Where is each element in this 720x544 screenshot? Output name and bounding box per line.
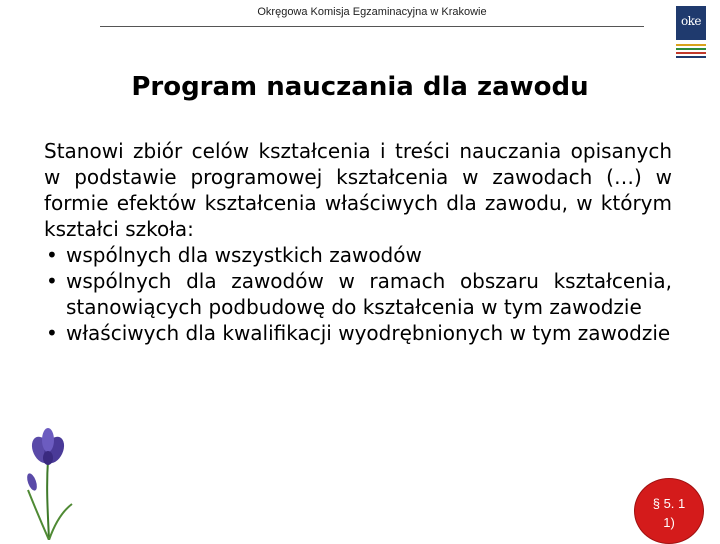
bullet-item: • wspólnych dla wszystkich zawodów [44,242,672,268]
header-institution: Okręgowa Komisja Egzaminacyjna w Krakowie [257,6,487,18]
bullet-item: • wspólnych dla zawodów w ramach obszaru kształcenia, stanowiących podbudowę do kształcenia w tym zawodzie [44,268,672,320]
slide-body [44,138,672,346]
badge-line-2: 1) [663,515,675,530]
paragraph-reference-badge [634,478,704,544]
slide-title: Program nauczania dla zawodu [131,72,589,102]
logo-box [676,6,706,40]
header-rule [100,26,644,27]
badge-line-1: § 5. 1 [652,496,686,511]
oke-logo [668,4,712,66]
logo-stripe-1 [676,44,706,46]
bullet-list [44,242,672,346]
logo-stripe-4 [676,56,706,58]
logo-text: oke [680,14,702,28]
intro-paragraph: Stanowi zbiór celów kształcenia i treści nauczania opisanych w podstawie programowej kształcenia w zawodach (…) w formie efektów kształcenia właściwych dla zawodu, w którym kształci szkoła: [44,139,672,241]
bullet-item: • właściwych dla kwalifikacji wyodrębnionych w tym zawodzie [44,320,672,346]
logo-stripe-2 [676,48,706,50]
logo-stripe-3 [676,52,706,54]
iris-flower-icon [18,420,78,540]
